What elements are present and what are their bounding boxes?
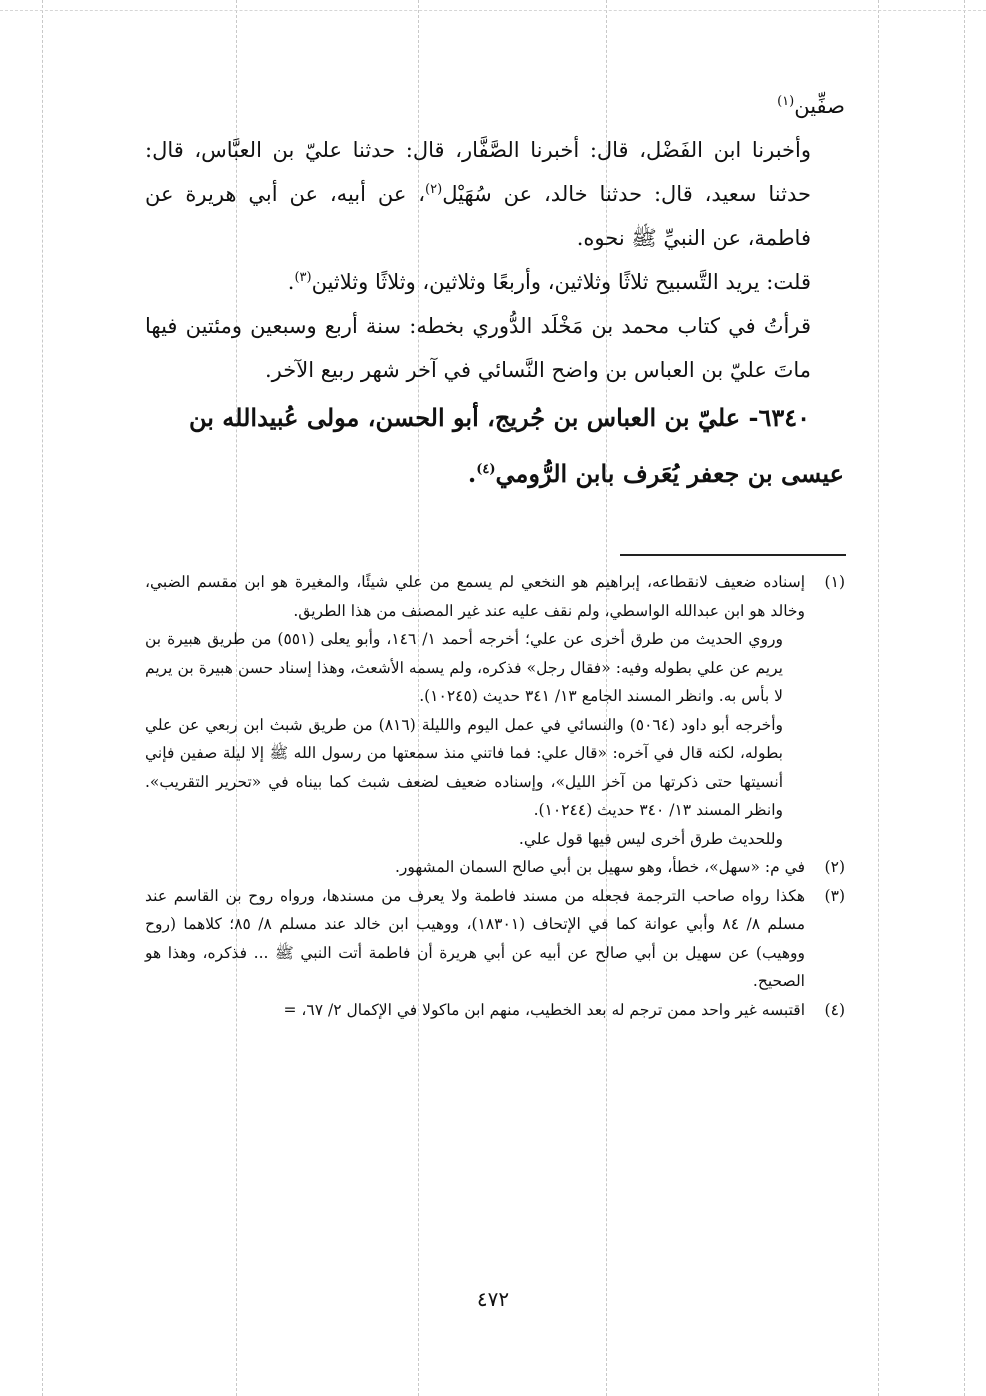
footnote-number: (١) (824, 573, 845, 591)
page-number: ٤٧٢ (476, 1287, 510, 1311)
footnote-3 (145, 882, 845, 996)
footnote-ref: (٢) (425, 182, 443, 197)
footnote-text: إسناده ضعيف لانقطاعه، إبراهيم هو النخعي لم يسمع من علي شيئًا، والمغيرة هو ابن مقسم الضبي، وخالد هو ابن عبدالله الواسطي، ولم نقف عليه عند غير المصنف من هذا الطريق. (145, 573, 805, 620)
entry-heading-line-2: عيسى بن جعفر يُعَرف بابن الرُّومي$^{(٤)}$. (467, 459, 844, 488)
footnote-ref: (١) (777, 94, 795, 109)
footnote-4 (145, 996, 845, 1025)
footnote-separator (620, 554, 846, 556)
footnote-text: هكذا رواه صاحب الترجمة فجعله من مسند فاطمة ولا يعرف من مسندها، ورواه روح بن القاسم عند مسلم ٨/ ٨٤ وأبي عوانة كما في الإتحاف (١٨٣٠١)، ووهيب ابن خالد عند مسلم ٨/ ٨٥؛ كلاهما (روح ووهيب) عن سهيل بن أبي صالح عن أبيه عن أبي هريرة أن فاطمة أتت النبي ﷺ ... فذكره، وهذا هو الصحيح. (145, 886, 806, 990)
footnote-1-continuation: وللحديث طرق أخرى ليس فيها قول علي. (518, 829, 783, 848)
top-line: صفِّين$^{(١)}$ (777, 94, 845, 118)
footnote-number: (٤) (824, 1000, 845, 1019)
footnote-text: اقتبسه غير واحد ممن ترجم له بعد الخطيب، منهم ابن ماكولا في الإكمال ٢/ ٦٧، = (283, 1000, 805, 1019)
footnote-ref: (٤) (476, 462, 496, 477)
footnote-ref: (٣) (294, 270, 312, 285)
footnote-2 (145, 853, 845, 882)
footnote-number: (٢) (824, 858, 845, 876)
footnote-text: في م: «سهل»، خطأ، وهو سهيل بن أبي صالح السمان المشهور. (394, 858, 805, 876)
scan-guide-line (0, 10, 986, 11)
paragraph-comment: قلت: يريد التَّسبيح ثلاثًا وثلاثين، وأربعًا وثلاثين، وثلاثًا وثلاثين$^{(٣)}$. (287, 270, 811, 294)
entry-heading-line-1: ٦٣٤٠- عليّ بن العباس بن جُريج، أبو الحسن، مولى عُبيدالله بن (188, 403, 810, 432)
main-text (145, 84, 845, 392)
scan-guide-line (42, 0, 43, 1396)
footnote-1-continuation: وروي الحديث من طرق أخرى عن علي؛ أخرجه أحمد ١/ ١٤٦، وأبو يعلى (٥٥١) من طريق هبيرة بن يريم عن علي بطوله وفيه: «فقال رجل» فذكره، ولم يسمه الأشعث، وهذا إسناد حسن هبيرة بن يريم لا بأس به. وانظر المسند الجامع ١٣/ ٣٤١ حديث (١٠٢٤٥). (145, 630, 783, 705)
paragraph-reading: قرأتُ في كتاب محمد بن مَخْلَد الدُّوري بخطه: سنة أربع وسبعين ومئتين فيها ماتَ عليّ بن العباس بن واضح النَّسائي في آخر شهر ربيع الآخر. (145, 314, 811, 382)
footnote-number: (٣) (824, 886, 845, 905)
footnote-1-continuation: وأخرجه أبو داود (٥٠٦٤) والنسائي في عمل اليوم والليلة (٨١٦) من طريق شبث ابن ربعي عن علي بطوله، لكنه قال في آخره: «قال علي: فما فاتني منذ سمعتها من رسول الله ﷺ إلا ليلة صفين فإني أنسيتها حتى ذكرتها من آخر الليل»، وإسناده ضعيف لضعف شبث كما بيناه في «تحرير التقريب». وانظر المسند ١٣/ ٣٤٠ حديث (١٠٢٤٤). (145, 715, 784, 819)
scan-guide-line (964, 0, 965, 1396)
paragraph-isnad: وأخبرنا ابن الفَضْل، قال: أخبرنا الصَّفَّار، قال: حدثنا عليّ بن العبَّاس، قال: حدثنا سعيد، قال: حدثنا خالد، عن سُهَيْل$^{(٢)}$، عن أبيه، عن أبي هريرة عن فاطمة، عن النبيِّ ﷺ نحوه. (145, 138, 811, 250)
footnotes (145, 568, 845, 1024)
scan-guide-line (878, 0, 879, 1396)
footnote-1 (145, 568, 845, 625)
